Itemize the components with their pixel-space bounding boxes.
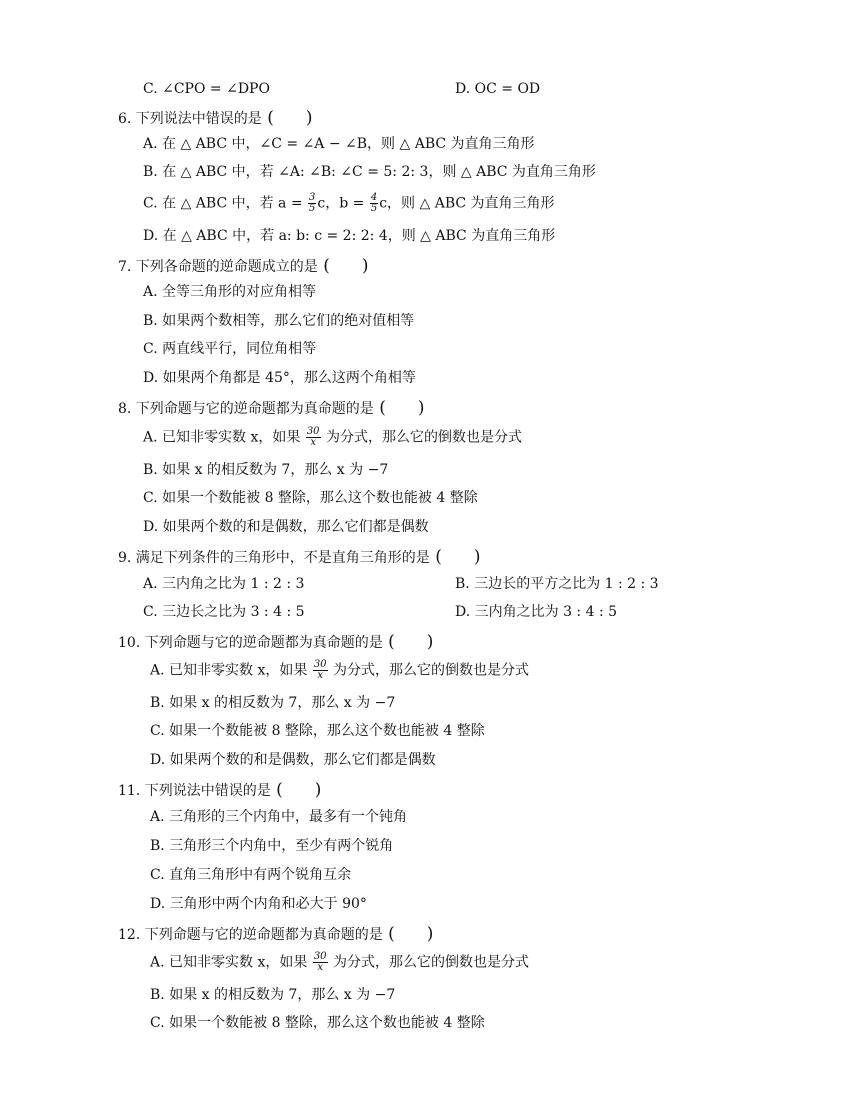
line-q12 [118, 924, 433, 945]
line-q11 [118, 780, 321, 801]
line-text: 12. 下列命题与它的逆命题都为真命题的是 [118, 927, 383, 943]
line-q7-c [143, 339, 316, 359]
line-text: B. 三角形三个内角中，至少有两个锐角 [150, 838, 394, 854]
answer-paren: ( ) [317, 256, 369, 276]
line-text: B. 如果两个数相等，那么它们的绝对值相等 [143, 313, 415, 329]
line-text: C. 如果一个数能被 8 整除，那么这个数也能被 4 整除 [150, 1015, 485, 1031]
line-q6-a [143, 134, 535, 154]
line-text: B. 在 △ ABC 中，若 ∠A: ∠B: ∠C = 5: 2: 3，则 △ ABC 为直角三角形 [143, 164, 596, 180]
line-q7-d [143, 368, 416, 388]
line-text: 9. 满足下列条件的三角形中，不是直角三角形的是 [118, 550, 430, 566]
line-q5-d [455, 79, 540, 99]
fraction-4-5-num: 4 [370, 192, 378, 203]
answer-paren: ( ) [429, 547, 481, 567]
fraction-4-5 [370, 193, 378, 214]
answer-paren: ( ) [382, 924, 434, 944]
line-q8-d [143, 517, 429, 537]
line-text: D. 如果两个角都是 45°，那么这两个角相等 [143, 370, 416, 386]
line-q9-c [143, 602, 305, 622]
line-q11-d [150, 894, 367, 914]
text-segment: C. 在 △ ABC 中，若 a = [143, 195, 308, 212]
line-q10-c [150, 721, 485, 741]
line-q12-a [150, 952, 529, 973]
line-q7 [118, 256, 369, 277]
fraction-3-5-num: 3 [309, 192, 316, 203]
line-q11-a [150, 807, 407, 827]
line-text: C. ∠CPO = ∠DPO [143, 81, 270, 97]
line-text: A. 三角形的三个内角中，最多有一个钝角 [150, 809, 408, 825]
line-text: 11. 下列说法中错误的是 [118, 783, 271, 799]
line-q8 [118, 398, 425, 419]
line-q10 [118, 632, 433, 653]
fraction-30-x-num: 30 [306, 426, 320, 437]
line-q8-b [143, 460, 388, 480]
line-q10-d [150, 750, 436, 770]
line-text: C. 如果一个数能被 8 整除，那么这个数也能被 4 整除 [143, 490, 478, 506]
fraction-30-x [306, 427, 321, 448]
line-q6-d [143, 226, 555, 246]
text-segment: 为分式，那么它的倒数也是分式 [328, 662, 529, 679]
line-text: A. 在 △ ABC 中，∠C = ∠A − ∠B，则 △ ABC 为直角三角形 [143, 136, 535, 152]
line-q10-b [150, 693, 395, 713]
line-q8-a [143, 427, 522, 448]
answer-paren: ( ) [261, 108, 313, 128]
line-text: D. 三角形中两个内角和必大于 90° [150, 896, 367, 912]
line-q12-b [150, 985, 395, 1005]
line-q6-c [143, 193, 555, 214]
line-q8-c [143, 488, 478, 508]
line-text: C. 两直线平行，同位角相等 [143, 341, 317, 357]
line-text: C. 三边长之比为 3 : 4 : 5 [143, 604, 305, 620]
line-text: D. OC = OD [455, 81, 541, 97]
line-q9 [118, 547, 481, 568]
text-segment: 为分式，那么它的倒数也是分式 [328, 954, 529, 971]
line-text: C. 直角三角形中有两个锐角互余 [150, 867, 352, 883]
text-segment: A. 已知非零实数 x，如果 [150, 662, 312, 679]
fraction-4-5-den: 5 [370, 203, 378, 214]
line-text: B. 如果 x 的相反数为 7，那么 x 为 −7 [143, 462, 389, 478]
line-text: B. 三边长的平方之比为 1 : 2 : 3 [455, 576, 659, 592]
answer-paren: ( ) [382, 632, 434, 652]
line-text: C. 如果一个数能被 8 整除，那么这个数也能被 4 整除 [150, 723, 485, 739]
fraction-3-5 [308, 193, 316, 214]
text-segment: c，则 △ ABC 为直角三角形 [379, 195, 555, 212]
line-text: B. 如果 x 的相反数为 7，那么 x 为 −7 [150, 695, 396, 711]
line-q6-b [143, 162, 596, 182]
fraction-30-x-num: 30 [313, 659, 327, 670]
line-text: D. 如果两个数的和是偶数，那么它们都是偶数 [150, 752, 436, 768]
line-q10-a [150, 660, 529, 681]
fraction-30-x-num: 30 [313, 951, 327, 962]
text-segment: 为分式，那么它的倒数也是分式 [321, 429, 522, 446]
line-text: B. 如果 x 的相反数为 7，那么 x 为 −7 [150, 987, 396, 1003]
text-segment: c，b = [317, 195, 369, 212]
line-text: 10. 下列命题与它的逆命题都为真命题的是 [118, 635, 383, 651]
line-text: 8. 下列命题与它的逆命题都为真命题的是 [118, 401, 374, 417]
line-text: A. 全等三角形的对应角相等 [143, 284, 317, 300]
line-text: 6. 下列说法中错误的是 [118, 111, 262, 127]
text-segment: A. 已知非零实数 x，如果 [150, 954, 312, 971]
line-q7-b [143, 311, 414, 331]
line-q12-c [150, 1013, 485, 1033]
fraction-30-x [313, 952, 328, 973]
line-q9-a [143, 574, 304, 594]
text-segment: A. 已知非零实数 x，如果 [143, 429, 305, 446]
fraction-30-x-den: x [317, 670, 323, 681]
fraction-30-x-den: x [310, 437, 316, 448]
answer-paren: ( ) [373, 398, 425, 418]
line-text: 7. 下列各命题的逆命题成立的是 [118, 259, 318, 275]
line-q9-b [455, 574, 659, 594]
fraction-30-x-den: x [317, 962, 323, 973]
line-text: D. 如果两个数的和是偶数，那么它们都是偶数 [143, 519, 429, 535]
line-text: D. 在 △ ABC 中，若 a: b: c = 2: 2: 4，则 △ ABC 为直角三角形 [143, 228, 556, 244]
line-text: A. 三内角之比为 1 : 2 : 3 [143, 576, 305, 592]
line-text: D. 三内角之比为 3 : 4 : 5 [455, 604, 618, 620]
fraction-3-5-den: 5 [309, 203, 316, 214]
line-q7-a [143, 282, 316, 302]
line-q9-d [455, 602, 617, 622]
line-q11-b [150, 836, 393, 856]
answer-paren: ( ) [270, 780, 322, 800]
line-q11-c [150, 865, 351, 885]
line-q6 [118, 108, 313, 129]
line-q5-c [143, 79, 270, 99]
fraction-30-x [313, 660, 328, 681]
